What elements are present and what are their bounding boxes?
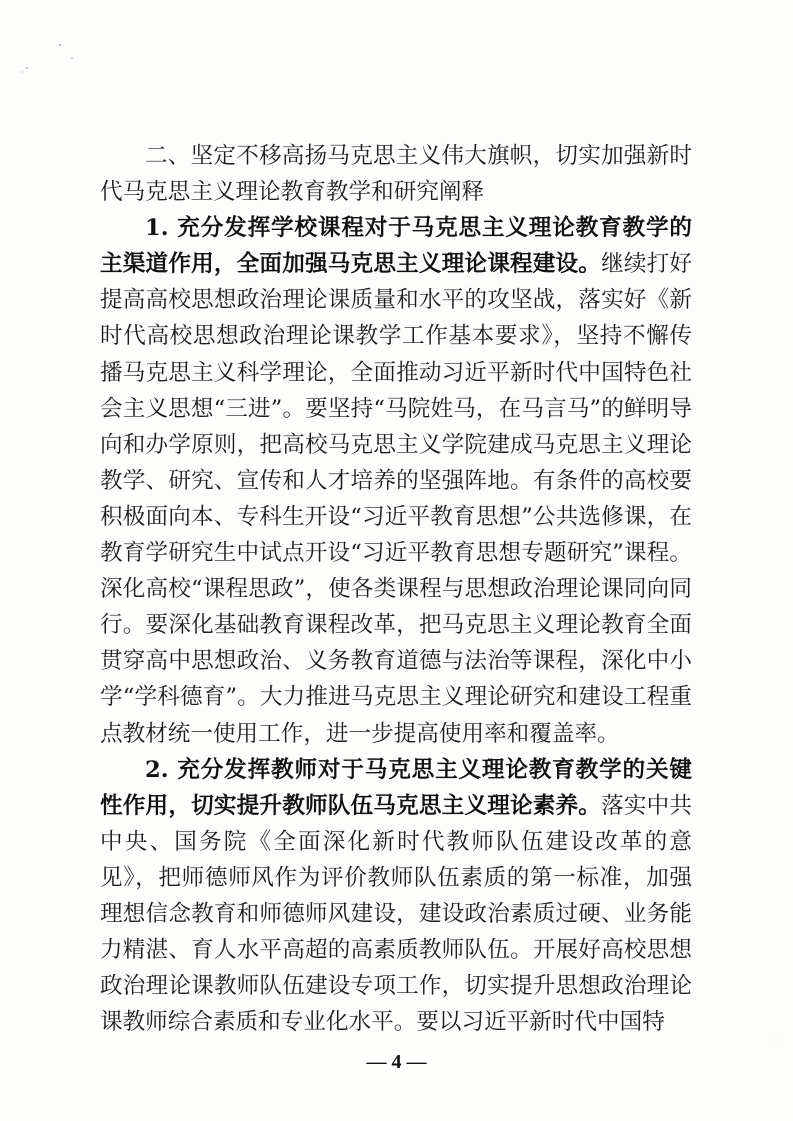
paragraph-2-lead: 2. 充分发挥教师对于马克思主义理论教育教学的关键性作用，切实提升教师队伍马克思主义理论素养。 [100, 756, 692, 819]
page-number: — 4 — [366, 1051, 427, 1073]
paragraph-1 [100, 210, 692, 751]
scan-speck [26, 67, 28, 69]
scan-speck [775, 1039, 776, 1040]
paragraph-2 [100, 752, 692, 1041]
scan-speck [59, 44, 61, 46]
scan-speck [71, 57, 72, 58]
paragraph-1-body: 继续打好提高高校思想政治理论课质量和水平的攻坚战，落实好《新时代高校思想政治理论课教学工作基本要求》，坚持不懈传播马克思主义科学理论，全面推动习近平新时代中国特色社会主义思想“三进”。要坚持“马院姓马，在马言马”的鲜明导向和办学原则，把高校马克思主义学院建成马克思主义理论教学、研究、宣传和人才培养的坚强阵地。有条件的高校要积极面向本、专科生开设“习近平教育思想”公共选修课，在教育学研究生中试点开设“习近平教育思想专题研究”课程。深化高校“课程思政”，使各类课程与思想政治理论课同向同行。要深化基础教育课程改革，把马克思主义理论教育全面贯穿高中思想政治、义务教育道德与法治等课程，深化中小学“学科德育”。大力推进马克思主义理论研究和建设工程重点教材统一使用工作，进一步提高使用率和覆盖率。 [100, 251, 693, 747]
section-heading: 二、坚定不移高扬马克思主义伟大旗帜，切实加强新时代马克思主义理论教育教学和研究阐释 [100, 143, 692, 206]
document-body [100, 138, 692, 1040]
scan-speck [21, 71, 22, 72]
paragraph-2-body: 落实中共中央、国务院《全面深化新时代教师队伍建设改革的意见》，把师德师风作为评价教师队伍素质的第一标准，加强理想信念教育和师德师风建设，建设政治素质过硬、业务能力精湛、育人水平高超的高素质教师队伍。开展好高校思想政治理论课教师队伍建设专项工作，切实提升思想政治理论课教师综合素质和专业化水平。要以习近平新时代中国特 [100, 792, 693, 1036]
paragraph-1-lead: 1. 充分发挥学校课程对于马克思主义理论教育教学的主渠道作用，全面加强马克思主义理论课程建设。 [100, 215, 692, 278]
